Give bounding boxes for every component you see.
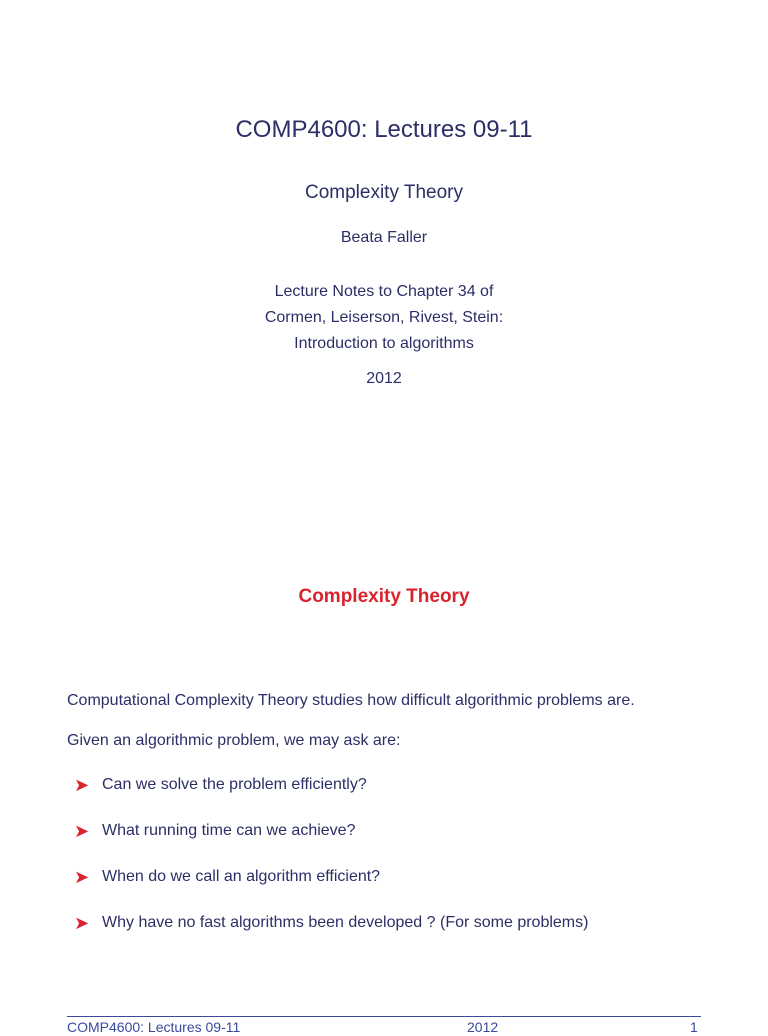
- list-item: [74, 775, 588, 821]
- arrow-bullet-icon: ➤: [74, 821, 90, 841]
- list-item-text: When do we call an algorithm efficient?: [102, 868, 381, 885]
- list-item-text: What running time can we achieve?: [102, 822, 356, 839]
- list-item: [74, 867, 588, 913]
- slide-subtitle: Complexity Theory: [304, 182, 464, 203]
- notes-line: Introduction to algorithms: [294, 335, 474, 352]
- year: 2012: [366, 370, 402, 387]
- footer-divider: [67, 1016, 701, 1017]
- arrow-bullet-icon: ➤: [74, 775, 90, 795]
- list-item-text: Can we solve the problem efficiently?: [102, 776, 367, 793]
- author-name: Beata Faller: [340, 229, 428, 246]
- arrow-bullet-icon: ➤: [74, 867, 90, 887]
- question-list: [74, 775, 588, 959]
- footer-course: COMP4600: Lectures 09-11: [67, 1019, 241, 1035]
- question-lead: Given an algorithmic problem, we may ask are:: [67, 732, 401, 749]
- footer-page-number: 1: [690, 1019, 698, 1035]
- notes-line: Cormen, Leiserson, Rivest, Stein:: [264, 309, 504, 326]
- section-heading: Complexity Theory: [298, 586, 470, 607]
- slide-title: COMP4600: Lectures 09-11: [235, 116, 533, 143]
- intro-paragraph: Computational Complexity Theory studies how difficult algorithmic problems are.: [67, 692, 635, 709]
- notes-line: Lecture Notes to Chapter 34 of: [274, 283, 494, 300]
- list-item: [74, 821, 588, 867]
- lecture-notes-reference: [0, 279, 768, 357]
- list-item: [74, 913, 588, 959]
- footer-year: 2012: [467, 1019, 499, 1035]
- arrow-bullet-icon: ➤: [74, 913, 90, 933]
- list-item-text: Why have no fast algorithms been developed ? (For some problems): [102, 914, 589, 931]
